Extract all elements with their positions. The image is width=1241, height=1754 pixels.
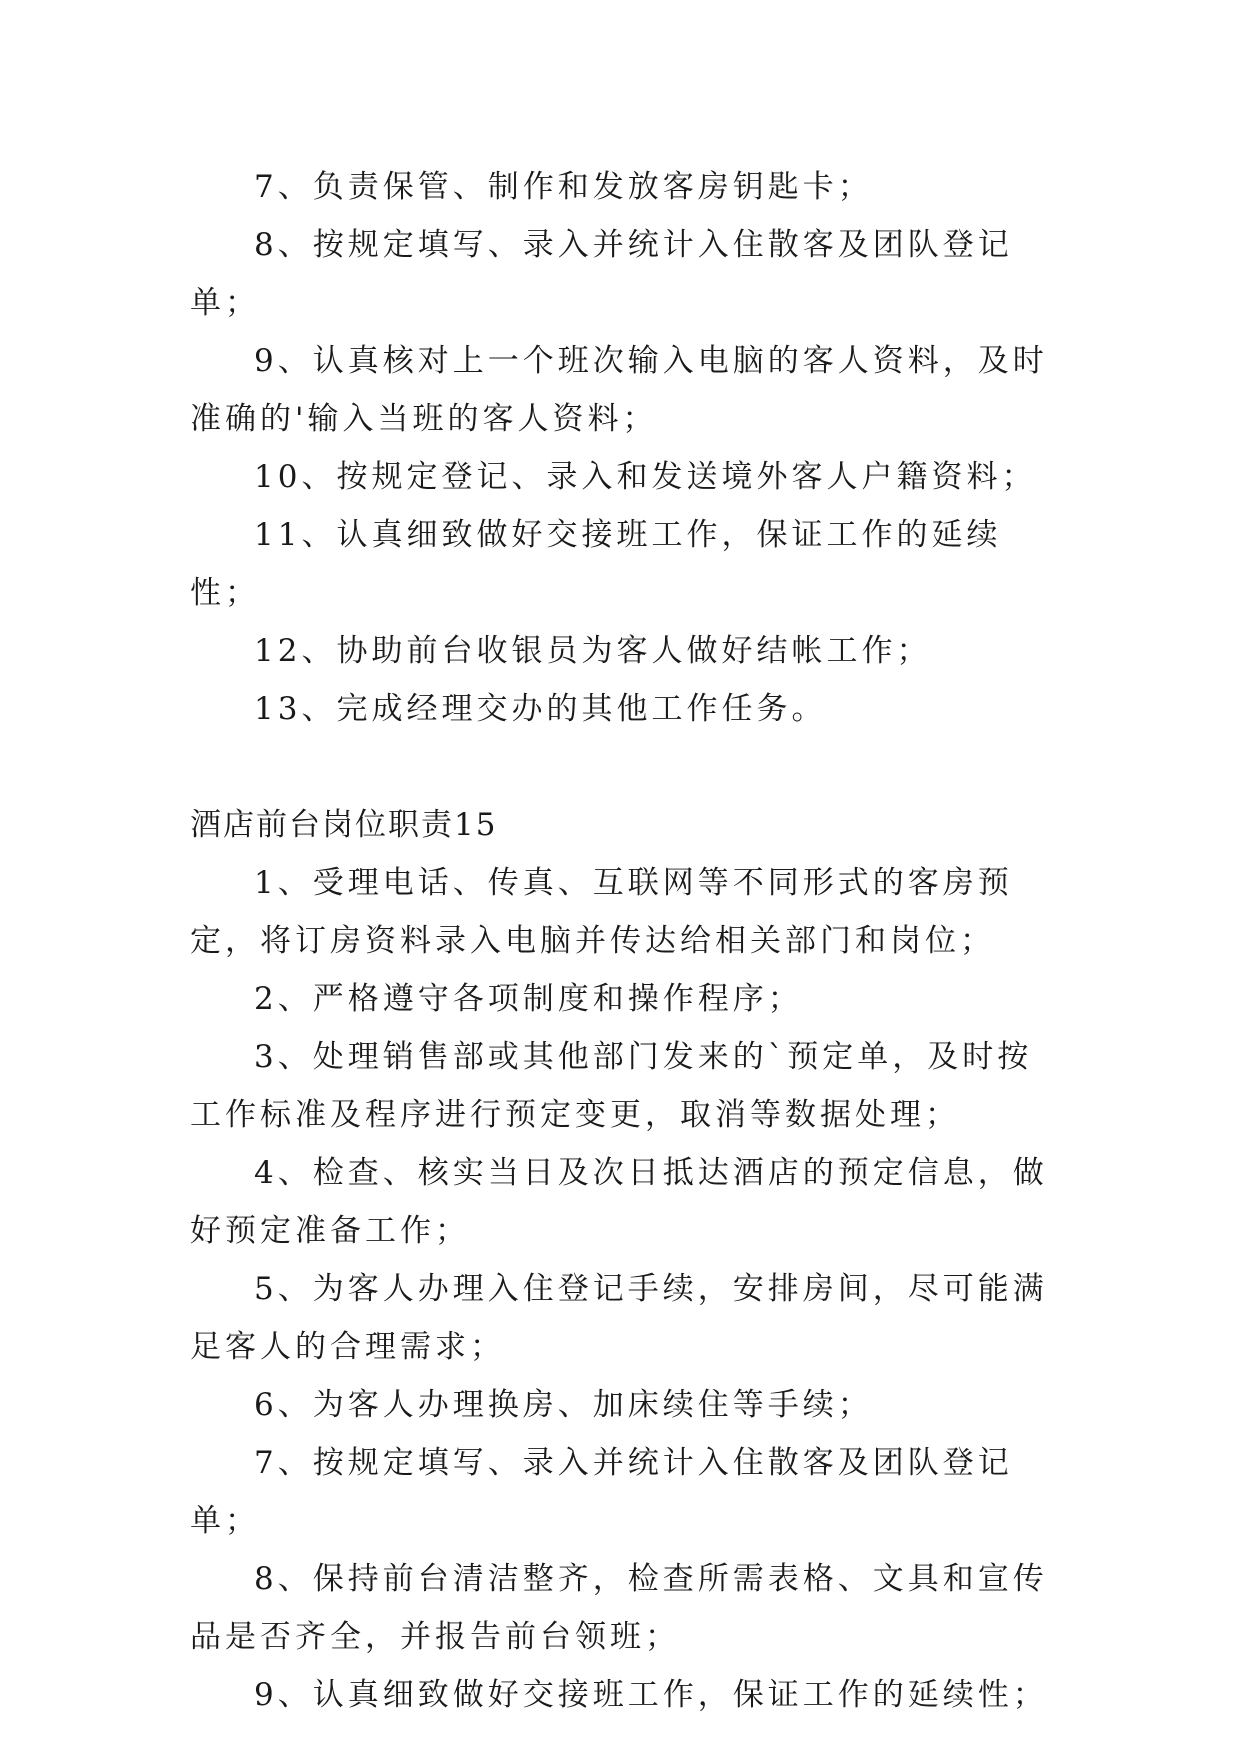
list-item: 8、按规定填写、录入并统计入住散客及团队登记单； [190, 227, 1013, 321]
section-spacer [190, 738, 1050, 796]
list-item: 7、按规定填写、录入并统计入住散客及团队登记单； [190, 1445, 1013, 1539]
list-item: 6、为客人办理换房、加床续住等手续； [254, 1387, 873, 1423]
document-body [190, 158, 1050, 1724]
list-item: 11、认真细致做好交接班工作，保证工作的延续性； [190, 517, 1002, 611]
list-item: 5、为客人办理入住登记手续，安排房间，尽可能满足客人的合理需求； [190, 1271, 1048, 1365]
list-item: 2、严格遵守各项制度和操作程序； [254, 981, 803, 1017]
list-item: 9、认真细致做好交接班工作，保证工作的延续性； [254, 1677, 1048, 1713]
list-item: 8、保持前台清洁整齐，检查所需表格、文具和宣传品是否齐全，并报告前台领班； [190, 1561, 1048, 1655]
list-item: 12、协助前台收银员为客人做好结帐工作； [254, 633, 932, 669]
list-item: 7、负责保管、制作和发放客房钥匙卡； [254, 169, 873, 205]
section-heading: 酒店前台岗位职责15 [190, 807, 498, 843]
list-item: 13、完成经理交办的其他工作任务。 [254, 691, 827, 727]
list-item: 1、受理电话、传真、互联网等不同形式的客房预定，将订房资料录入电脑并传达给相关部门和岗位； [190, 865, 1013, 959]
list-item: 10、按规定登记、录入和发送境外客人户籍资料； [254, 459, 1037, 495]
list-item: 9、认真核对上一个班次输入电脑的客人资料，及时准确的'输入当班的客人资料； [190, 343, 1048, 437]
list-item: 4、检查、核实当日及次日抵达酒店的预定信息，做好预定准备工作； [190, 1155, 1048, 1249]
list-item: 3、处理销售部或其他部门发来的`预定单，及时按工作标准及程序进行预定变更，取消等数据处理； [190, 1039, 1033, 1133]
